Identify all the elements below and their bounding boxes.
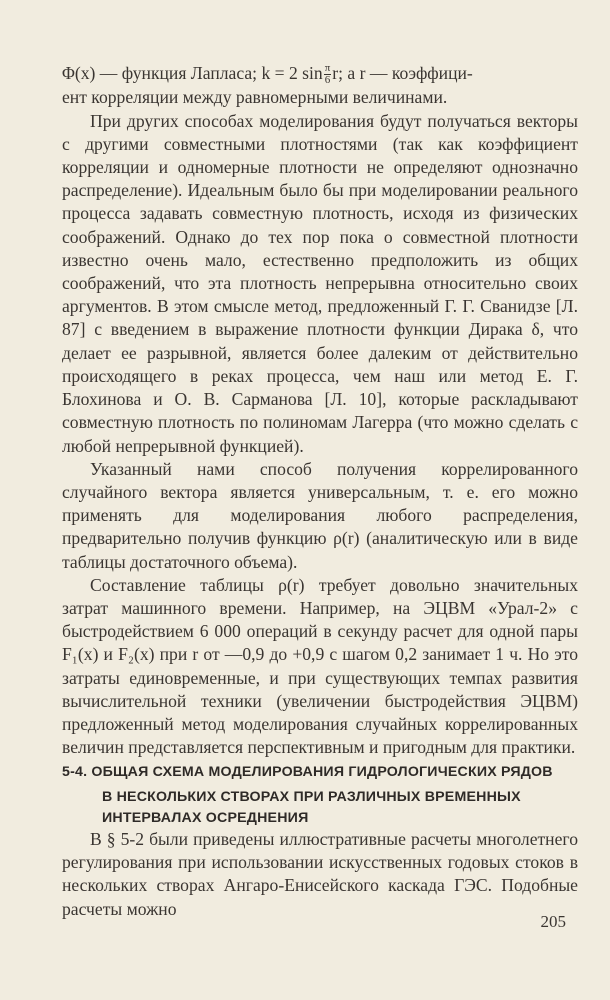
fraction-denominator: 6 bbox=[324, 74, 331, 87]
paragraph-universal-method: Указанный нами способ получения коррелированного случайного вектора является универсальным, т. е. его можно применять для моделирования любого распределения, предварительно получив функцию ρ(r) (аналитическую или в виде таблицы достаточного объема). bbox=[62, 458, 578, 572]
paragraph-section-intro: В § 5-2 были приведены иллюстративные расчеты многолетнего регулирования при использовании искусственных годовых стоков в нескольких створах Ангаро-Енисейского каскада ГЭС. Подобные расчеты можно bbox=[62, 829, 578, 919]
paragraph-continuation: ент корреляции между равномерными величинами. bbox=[62, 87, 448, 108]
main-text bbox=[62, 62, 578, 759]
section-heading-line-3: ИНТЕРВАЛАХ ОСРЕДНЕНИЯ bbox=[102, 810, 309, 826]
section-heading-line-2: В НЕСКОЛЬКИХ СТВОРАХ ПРИ РАЗЛИЧНЫХ ВРЕМЕННЫХ bbox=[102, 789, 521, 805]
pi-over-6-fraction bbox=[324, 63, 332, 86]
section-heading-line-1: 5-4. ОБЩАЯ СХЕМА МОДЕЛИРОВАНИЯ ГИДРОЛОГИЧЕСКИХ РЯДОВ bbox=[62, 764, 553, 780]
section-heading bbox=[62, 762, 578, 829]
fraction-numerator: π bbox=[324, 62, 331, 75]
formula-line bbox=[62, 62, 578, 86]
paragraph-other-methods: При других способах моделирования будут получаться векторы с другими совместными плотностями (так как коэффициент корреляции и одномерные плотности не определяют однозначно распределение). Идеальным было бы при моделировании реального процесса задавать совместную плотность, исходя из физических соображений. Однако до тех пор пока о совместной плотности известно очень мало, естественно предположить из общих соображений, что эта плотность непрерывна относительно своих аргументов. В этом смысле метод, предложенный Г. Г. Сванидзе [Л. 87] с введением в выражение плотности функции Дирака δ, что делает ее разрывной, является более далеким от действительно происходящего в реках процесса, чем наш или метод Е. Г. Блохинова и О. В. Сарманова [Л. 10], которые раскладывают совместную плотность по полиномам Лагерра (что можно сделать с любой непрерывной функцией). bbox=[62, 110, 578, 456]
paragraph-table-cost: Составление таблицы ρ(r) требует довольно значительных затрат машинного времени. Например, на ЭЦВМ «Урал-2» с быстродействием 6 000 операций в секунду расчет для одной пары F₁(x) и F₂(x) при r от —0,9 до +0,9 с шагом 0,2 занимает 1 ч. Но это затраты единовременные, и при существующих темпах развития вычислительной техники (увеличении быстродействия ЭЦВМ) предложенный метод моделирования случайных коррелированных величин представляется перспективным и пригодным для практики. bbox=[62, 574, 578, 758]
section-text bbox=[62, 828, 578, 921]
page-number: 205 bbox=[540, 912, 566, 931]
formula-text-part1: Φ(x) — функция Лапласа; k = 2 sin bbox=[62, 63, 323, 83]
formula-text-part2: r; а r — коэффици- bbox=[332, 63, 473, 83]
